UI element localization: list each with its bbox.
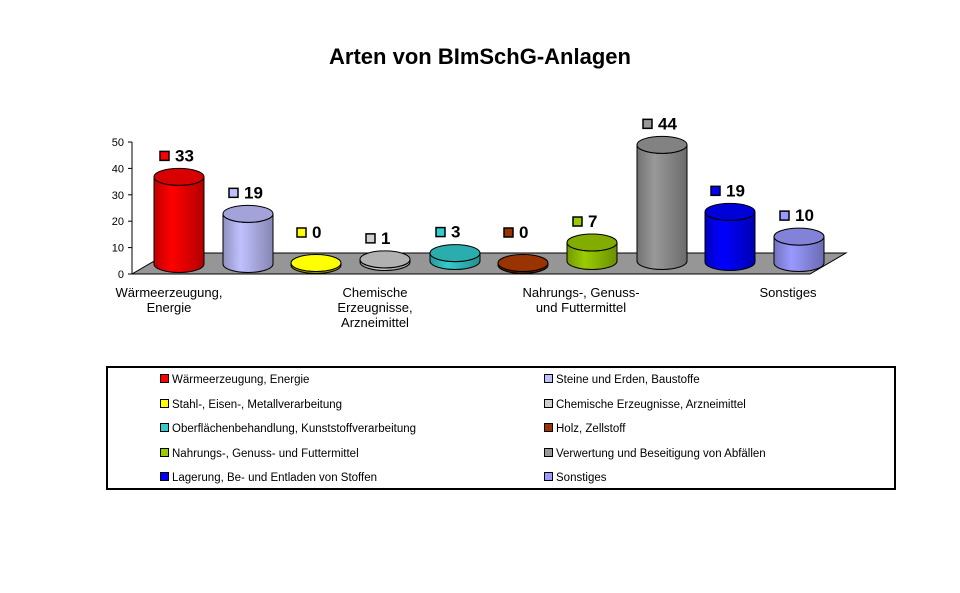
- data-label-marker: [160, 151, 169, 160]
- bar-top: [223, 205, 273, 222]
- legend-item: [160, 397, 342, 413]
- y-axis: [112, 137, 132, 281]
- bar-top: [430, 245, 480, 262]
- x-tick-label: Nahrungs-, Genuss-und Futtermittel: [522, 285, 640, 315]
- data-label-marker: [297, 228, 306, 237]
- legend-label: Nahrungs-, Genuss- und Futtermittel: [172, 447, 359, 460]
- legend-label: Chemische Erzeugnisse, Arzneimittel: [556, 398, 746, 411]
- legend-label: Lagerung, Be- und Entladen von Stoffen: [172, 472, 378, 484]
- data-label: 0: [519, 223, 529, 242]
- bar: [360, 229, 410, 271]
- data-label: 33: [175, 146, 194, 166]
- y-tick-label: 50: [111, 137, 124, 149]
- data-label: 0: [312, 223, 322, 242]
- data-label: 44: [658, 114, 677, 134]
- bar: [291, 223, 341, 274]
- legend-label: Steine und Erden, Baustoffe: [556, 374, 700, 386]
- y-tick-label: 0: [117, 269, 124, 281]
- legend-swatch: [544, 423, 553, 432]
- bar: [637, 114, 687, 269]
- bar: [430, 223, 480, 270]
- legend-swatch: [160, 374, 169, 383]
- data-label-marker: [573, 217, 582, 226]
- bar-top: [360, 251, 410, 268]
- legend-item: [544, 372, 700, 388]
- legend-swatch: [544, 472, 553, 481]
- data-label: 7: [588, 212, 598, 232]
- x-tick-label: Wärmeerzeugung, Energie: [115, 285, 223, 315]
- data-label: 19: [244, 183, 263, 203]
- y-tick-label: 20: [111, 216, 124, 229]
- legend-swatch: [160, 423, 169, 432]
- y-tick-label: 10: [111, 242, 124, 255]
- bar: [567, 212, 617, 269]
- bar: [705, 181, 755, 270]
- legend-label: Verwertung und Beseitigung von Abfällen: [556, 447, 766, 460]
- data-label-marker: [780, 211, 789, 220]
- data-label: 1: [381, 228, 391, 248]
- y-tick-label: 40: [111, 163, 124, 176]
- x-tick-label: Sonstiges: [759, 285, 817, 300]
- legend-swatch: [544, 374, 553, 383]
- legend-swatch: [544, 399, 553, 408]
- bar: [774, 206, 824, 271]
- data-label-marker: [436, 228, 445, 237]
- bar: [498, 223, 548, 274]
- data-label: 19: [726, 181, 745, 201]
- legend-swatch: [160, 399, 169, 408]
- legend: [106, 366, 896, 490]
- bar-top: [498, 255, 548, 272]
- legend-item: [160, 446, 359, 462]
- data-label: 3: [451, 222, 461, 242]
- legend-item: [160, 470, 377, 486]
- bar-top: [154, 168, 204, 185]
- legend-swatch: [544, 448, 553, 457]
- y-tick-label: 30: [111, 189, 124, 202]
- legend-swatch: [160, 472, 169, 481]
- data-label-marker: [229, 188, 238, 197]
- legend-label: Wärmeerzeugung, Energie: [172, 374, 310, 386]
- bars-group: [154, 114, 824, 273]
- data-label-marker: [366, 234, 375, 243]
- x-tick-label: Chemische Erzeugnisse, Arzneimittel: [337, 285, 413, 330]
- x-axis-labels: [116, 285, 818, 330]
- legend-label: Holz, Zellstoff: [556, 423, 626, 435]
- legend-swatch: [160, 448, 169, 457]
- bar-top: [774, 228, 824, 245]
- bar: [223, 183, 273, 272]
- legend-item: [160, 421, 416, 437]
- legend-item: [544, 446, 766, 462]
- data-label-marker: [643, 119, 652, 128]
- legend-item: [544, 397, 746, 413]
- legend-label: Stahl-, Eisen-, Metallverarbeitung: [172, 398, 343, 411]
- bar-body: [154, 177, 204, 273]
- data-label-marker: [504, 228, 513, 237]
- bar-body: [637, 145, 687, 270]
- data-label: 10: [795, 206, 814, 226]
- legend-label: Oberflächenbehandlung, Kunststoffverarbeitung: [172, 423, 417, 435]
- bar-top: [705, 203, 755, 220]
- bar-top: [567, 234, 617, 251]
- legend-label: Sonstiges: [556, 472, 607, 484]
- bar: [154, 146, 204, 272]
- legend-item: [160, 372, 309, 388]
- legend-item: [544, 421, 625, 437]
- chart-title: Arten von BImSchG-Anlagen: [329, 44, 631, 69]
- bar-top: [637, 136, 687, 153]
- legend-item: [544, 470, 607, 486]
- data-label-marker: [711, 186, 720, 195]
- bar-top: [291, 255, 341, 272]
